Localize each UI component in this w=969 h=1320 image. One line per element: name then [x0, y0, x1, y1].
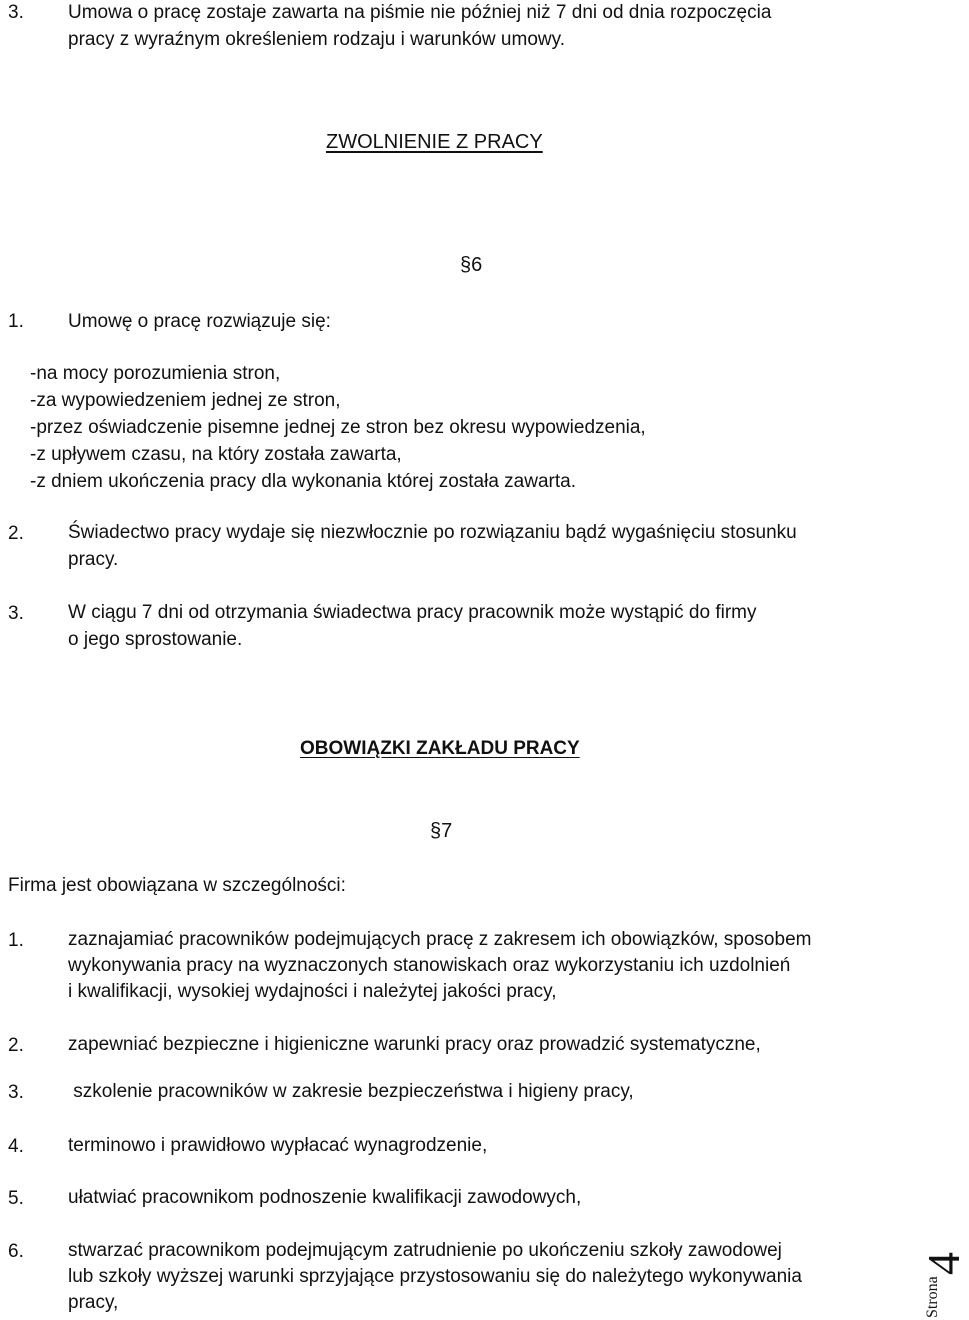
item-number: 2. [8, 1035, 24, 1056]
item-number: 3. [8, 2, 24, 23]
item-text-line: pracy. [68, 549, 119, 570]
item-text-line: o jego sprostowanie. [68, 629, 243, 650]
item-text: Umowę o pracę rozwiązuje się: [68, 311, 331, 332]
bullet-item: -na mocy porozumienia stron, [30, 363, 281, 384]
item-text-line: Świadectwo pracy wydaje się niezwłocznie po rozwiązaniu bądź wygaśnięciu stosunku [68, 522, 797, 543]
section-heading-duties: OBOWIĄZKI ZAKŁADU PRACY [300, 738, 580, 759]
item-number: 5. [8, 1188, 24, 1209]
item-text-line: i kwalifikacji, wysokiej wydajności i należytej jakości pracy, [68, 981, 557, 1002]
item-number: 2. [8, 523, 24, 544]
item-text-line: W ciągu 7 dni od otrzymania świadectwa pracy pracownik może wystąpić do firmy [68, 602, 757, 623]
item-number: 1. [8, 930, 24, 951]
item-text-line: szkolenie pracowników w zakresie bezpieczeństwa i higieny pracy, [68, 1081, 634, 1102]
item-text-line: ułatwiać pracownikom podnoszenie kwalifikacji zawodowych, [68, 1187, 582, 1208]
item-number: 6. [8, 1241, 24, 1262]
bullet-item: -za wypowiedzeniem jednej ze stron, [30, 390, 341, 411]
page-number: 4 [918, 1252, 969, 1275]
item-number: 3. [8, 603, 24, 624]
item-text-line: lub szkoły wyższej warunki sprzyjające przystosowaniu się do należytego wykonywania [68, 1266, 802, 1287]
item-text-line: pracy z wyraźnym określeniem rodzaju i warunków umowy. [68, 29, 565, 50]
item-text-line: Umowa o pracę zostaje zawarta na piśmie nie później niż 7 dni od dnia rozpoczęcia [68, 2, 772, 23]
bullet-item: -z dniem ukończenia pracy dla wykonania której została zawarta. [30, 471, 576, 492]
item-text-line: pracy, [68, 1292, 119, 1313]
item-number: 4. [8, 1136, 24, 1157]
bullet-item: -przez oświadczenie pisemne jednej ze stron bez okresu wypowiedzenia, [30, 417, 646, 438]
paragraph-mark: §7 [430, 820, 453, 842]
item-number: 3. [8, 1082, 24, 1103]
intro-text: Firma jest obowiązana w szczególności: [8, 875, 346, 896]
item-text-line: stwarzać pracownikom podejmującym zatrudnienie po ukończeniu szkoły zawodowej [68, 1240, 782, 1261]
paragraph-mark: §6 [460, 254, 483, 276]
paragraph-number: 7 [441, 820, 453, 842]
page-label: Strona [924, 1276, 941, 1318]
item-text-line: zapewniać bezpieczne i higieniczne warunki pracy oraz prowadzić systematyczne, [68, 1034, 761, 1055]
bullet-list [30, 361, 646, 495]
section-heading-dismissal: ZWOLNIENIE Z PRACY [326, 131, 543, 153]
item-number: 1. [8, 311, 24, 332]
item-text-line: terminowo i prawidłowo wypłacać wynagrodzenie, [68, 1135, 488, 1156]
item-text-line: wykonywania pracy na wyznaczonych stanowiskach oraz wykorzystaniu ich uzdolnień [68, 955, 791, 976]
bullet-item: -z upływem czasu, na który została zawarta, [30, 444, 402, 465]
item-text-line: zaznajamiać pracowników podejmujących pracę z zakresem ich obowiązków, sposobem [68, 929, 812, 950]
paragraph-number: 6 [471, 254, 483, 276]
